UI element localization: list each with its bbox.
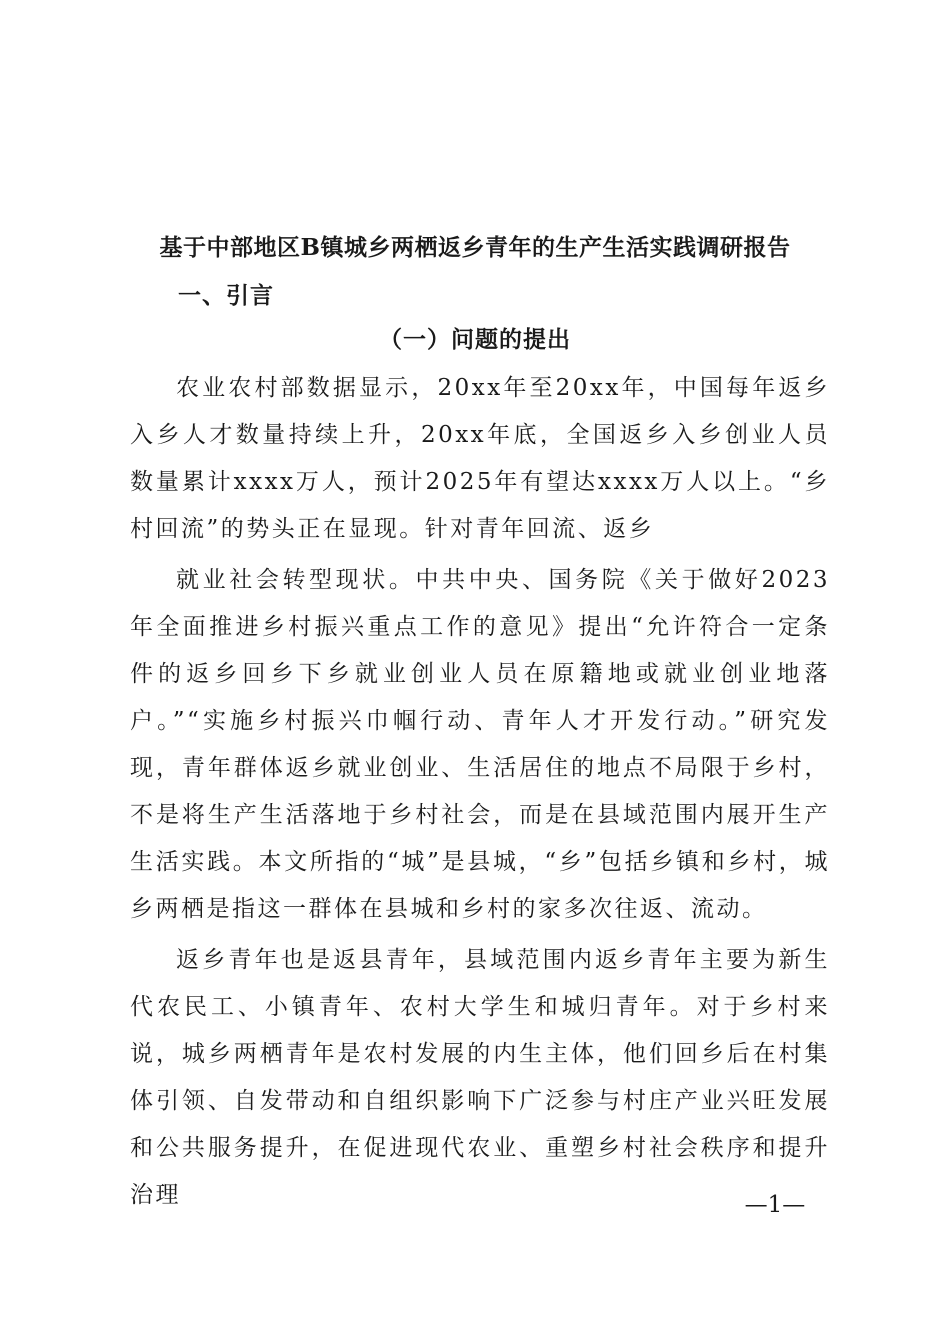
document-title: 基于中部地区B镇城乡两栖返乡青年的生产生活实践调研报告 [159,234,791,261]
sub-heading-problem-statement: （一）问题的提出 [379,326,571,353]
page-number: —1— [744,1192,806,1218]
paragraph-2: 就业社会转型现状。中共中央、国务院《关于做好2023年全面推进乡村振兴重点工作的意见》提出“允许符合一定条件的返乡回乡下乡就业创业人员在原籍地或就业创业地落户。”“实施乡村振兴巾帼行动、青年人才开发行动。”研究发现，青年群体返乡就业创业、生活居住的地点不局限于乡村，不是将生产生活落地于乡村社会，而是在县域范围内展开生产生活实践。本文所指的“城”是县城，“乡”包括乡镇和乡村，城乡两栖是指这一群体在县城和乡村的家多次往返、流动。 [130,567,830,922]
section-heading-introduction: 一、引言 [178,283,274,309]
body-text [130,365,830,1223]
paragraph-3: 返乡青年也是返县青年，县域范围内返乡青年主要为新生代农民工、小镇青年、农村大学生和城归青年。对于乡村来说，城乡两栖青年是农村发展的内生主体，他们回乡后在村集体引领、自发带动和自组织影响下广泛参与村庄产业兴旺发展和公共服务提升，在促进现代农业、重塑乡村社会秩序和提升治理 [130,947,830,1208]
paragraph-1: 农业农村部数据显示，20xx年至20xx年，中国每年返乡入乡人才数量持续上升，20xx年底，全国返乡入乡创业人员数量累计xxxx万人，预计2025年有望达xxxx万人以上。“乡村回流”的势头正在显现。针对青年回流、返乡 [130,375,830,542]
